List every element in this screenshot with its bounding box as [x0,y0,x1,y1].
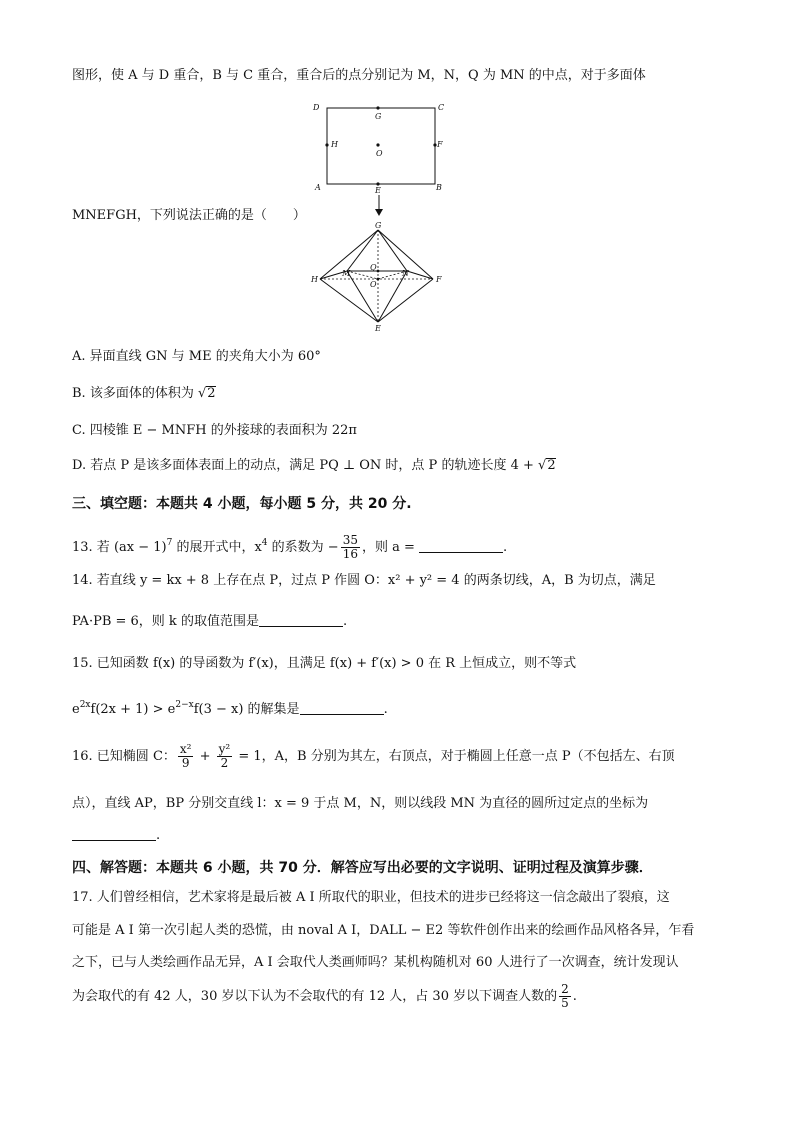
option-d-text: D. 若点 P 是该多面体表面上的动点，满足 PQ ⊥ ON 时，点 P 的轨迹长度 4 + [72,458,539,473]
section-3-heading: 三、填空题：本题共 4 小题，每小题 5 分，共 20 分. [72,496,412,512]
question-17-line-3: 之下，已与人类绘画作品无异，A I 会取代人类画师吗？某机构随机对 60 人进行了一次调查，统计发现认 [72,955,679,970]
option-d-sqrt: 2 [547,458,556,473]
fig1-label-h: H [331,140,338,149]
fig1-label-o: O [376,149,383,158]
answer-blank-15[interactable] [300,700,384,715]
question-13: 13. 若 (ax − 1)$^7$ 的展开式中，$x^4$ 的系数为 − $\frac{35}{16}$ ，则 a = . [72,533,508,561]
question-16-line-1 [72,742,675,772]
polyhedron-figure [310,220,450,332]
q16-frac1-den: 9 [181,756,190,770]
q17-frac-den: 5 [561,996,569,1010]
q13-mid: 的展开式中，x [172,540,262,555]
question-16-blank-line: . [72,826,160,846]
option-c: C. 四棱锥 E − MNFH 的外接球的表面积为 22π [72,423,357,438]
q13-mid-2: 的系数为 − [267,540,339,555]
q16-suffix: = 1，A，B 分别为其左，右顶点，对于椭圆上任意一点 P（不包括左、右顶 [234,749,675,764]
question-16-line-2: 点），直线 AP，BP 分别交直线 l：x = 9 于点 M，N，则以线段 MN 为直径的圆所过定点的坐标为 [72,796,649,811]
section-4-heading: 四、解答题：本题共 6 小题，共 70 分．解答应写出必要的文字说明、证明过程及演算步骤． [72,860,653,876]
q13-denominator: 16 [342,547,358,561]
answer-blank-14[interactable] [259,612,343,627]
question-15-line-1: 15. 已知函数 f(x) 的导函数为 f′(x)，且满足 f(x) + f′(x) > 0 在 R 上恒成立，则不等式 [72,656,577,671]
answer-blank-13[interactable] [419,538,503,553]
fig2-label-q: Q [370,263,377,272]
q15-exp1: 2x [79,700,91,710]
q14-line2-text: PA·PB = 6，则 k 的取值范围是 [72,614,259,629]
q16-frac2-num: y² [218,742,231,756]
unfolded-rectangle-figure [310,100,450,194]
fig1-label-g: G [375,112,382,121]
question-17-line-1: 17. 人们曾经相信，艺术家将是最后被 A I 所取代的职业，但技术的进步已经将这一信念敲出了裂痕，这 [72,890,670,905]
fig2-label-m: M [342,269,351,278]
q13-numerator: 35 [342,533,358,547]
fig1-label-c: C [438,103,445,112]
fig1-label-d: D [313,103,320,112]
q13-exponent: 7 [166,538,173,548]
q15-end: f(3 − x) 的解集是 [193,702,300,717]
fig2-label-o: O [370,280,377,289]
question-15-line-2: $e^{2x}f(2x + 1) > e^{2-x}f(3 - x)$ 的解集是 . [72,700,388,717]
q17-frac-num: 2 [561,982,569,996]
question-17-line-4 [72,982,577,1012]
answer-blank-16[interactable] [72,826,156,841]
option-d: D. 若点 P 是该多面体表面上的动点，满足 PQ ⊥ ON 时，点 P 的轨迹长度 4 + √2 [72,458,556,473]
question-14-line-1: 14. 若直线 y = kx + 8 上存在点 P，过点 P 作圆 O：x² + y² = 4 的两条切线，A，B 为切点，满足 [72,573,656,588]
question-line: MNEFGH，下列说法正确的是（ ） [72,208,306,223]
question-17-line-2: 可能是 A I 第一次引起人类的恐慌，由 noval A I，DALL − E2 等软件创作出来的绘画作品风格各异，乍看 [72,923,695,938]
q16-prefix: 16. 已知椭圆 C： [72,749,176,764]
q16-frac2-den: 2 [220,756,229,770]
fig1-label-b: B [436,183,442,192]
option-b-sqrt: 2 [207,386,216,401]
fig2-label-e: E [375,324,381,332]
option-b: B. 该多面体的体积为 √2 [72,386,216,401]
option-a: A. 异面直线 GN 与 ME 的夹角大小为 60° [72,349,321,364]
option-b-text: B. 该多面体的体积为 [72,386,198,401]
fig2-label-g: G [375,221,382,230]
fig2-label-h: H [311,275,318,284]
fig1-label-e: E [375,186,381,194]
question-14-line-2: PA·PB = 6，则 k 的取值范围是 . [72,614,348,629]
fig2-label-f: F [436,275,442,284]
fig1-label-a: A [315,183,321,192]
fig2-label-n: N [402,269,409,278]
q13-fraction [341,534,360,561]
q17-fraction [559,983,571,1010]
fig1-label-f: F [437,140,443,149]
q15-exp2: 2−x [175,700,194,710]
q15-e1: e [72,702,80,717]
q16-plus: + [195,749,215,764]
q13-suffix: ，则 a = [361,540,420,555]
q16-fraction-x [178,743,194,770]
q16-frac1-num: x² [179,742,192,756]
fold-arrow [372,194,386,218]
q16-fraction-y [217,743,233,770]
q13-prefix: 13. 若 (ax − 1) [72,540,167,555]
q17-end: . [572,989,577,1004]
intro-line: 图形，使 A 与 D 重合，B 与 C 重合，重合后的点分别记为 M，N，Q 为 MN 的中点，对于多面体 [72,68,646,83]
q17-line4-text: 为会取代的有 42 人，30 岁以下认为不会取代的有 12 人，占 30 岁以下调查人数的 [72,989,558,1004]
q15-mid: f(2x + 1) > e [90,702,176,717]
q13-exponent-2: 4 [261,538,268,548]
